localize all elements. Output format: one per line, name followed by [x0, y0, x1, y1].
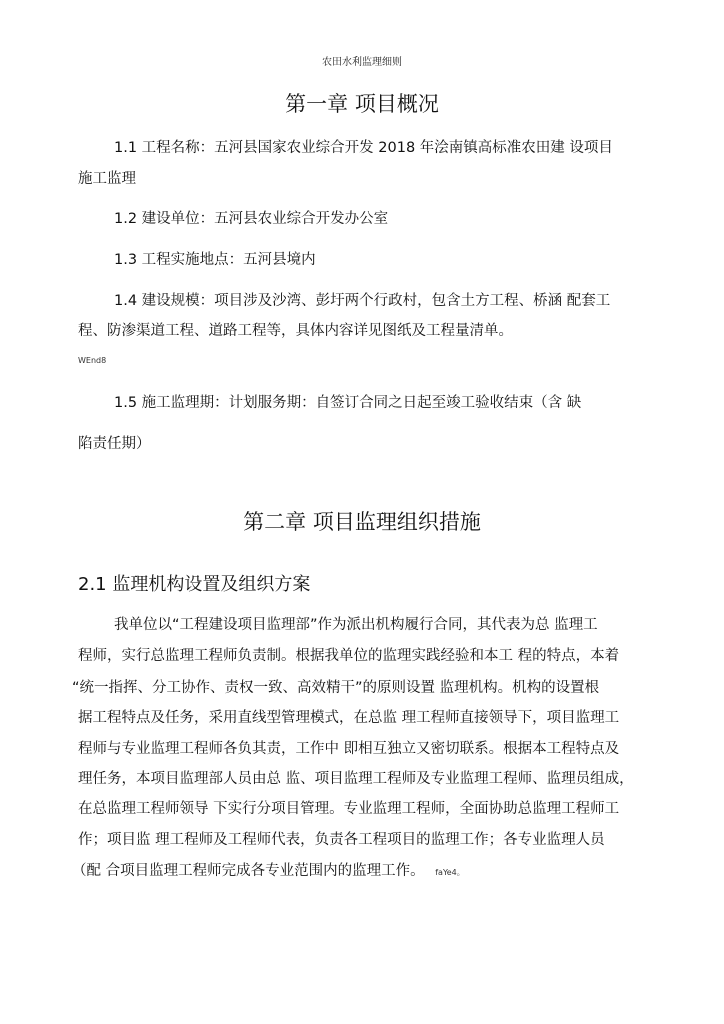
- paragraph-line: 程师，实行总监理工程师负责制。根据我单位的监理实践经验和本工 程的特点，本着: [78, 648, 620, 664]
- paragraph-line: 据工程特点及任务，采用直线型管理模式，在总监 理工程师直接领导下，项目监理工: [78, 710, 620, 726]
- paragraph-line: [72, 859, 465, 880]
- trailing-note: faYe4。: [435, 868, 465, 877]
- margin-note: WEnd8: [78, 356, 107, 365]
- item-1-1-line-1: 1.1 工程名称：五河县国家农业综合开发 2018 年浍南镇高标准农田建 设项目: [114, 140, 613, 156]
- paragraph-line: 作；项目监 理工程师及工程师代表，负责各工程项目的监理工作；各专业监理人员: [78, 832, 605, 848]
- chapter-1-title: 第一章 项目概况: [285, 92, 439, 116]
- paragraph-line: 在总监理工程师领导 下实行分项目管理。专业监理工程师，全面协助总监理工程师工: [78, 801, 620, 817]
- item-1-4-line-1: 1.4 建设规模：项目涉及沙湾、彭圩两个行政村，包含土方工程、桥涵 配套工: [114, 293, 611, 309]
- paragraph-line: “统一指挥、分工协作、责权一致、高效精干”的原则设置 监理机构。机构的设置根: [72, 680, 600, 696]
- item-1-5-line-1: 1.5 施工监理期：计划服务期：自签订合同之日起至竣工验收结束（含 缺: [114, 395, 582, 411]
- paragraph-line: 理任务，本项目监理部人员由总 监、项目监理工程师及专业监理工程师、监理员组成，: [78, 771, 634, 787]
- running-header: 农田水利监理细则: [322, 57, 402, 68]
- item-1-4-line-2: 程、防渗渠道工程、道路工程等，具体内容详见图纸及工程量清单。: [78, 323, 513, 339]
- item-1-1-line-2: 施工监理: [78, 171, 136, 187]
- paragraph-last-text: （配 合项目监理工程师完成各专业范围内的监理工作。: [72, 863, 425, 879]
- paragraph-line: 程师与专业监理工程师各负其责，工作中 即相互独立又密切联系。根据本工程特点及: [78, 741, 620, 757]
- section-2-1-title: 2.1 监理机构设置及组织方案: [78, 574, 311, 595]
- paragraph-line: 我单位以“工程建设项目监理部”作为派出机构履行合同，其代表为总 监理工: [114, 617, 598, 633]
- item-1-2: 1.2 建设单位：五河县农业综合开发办公室: [114, 211, 389, 227]
- item-1-5-line-2: 陷责任期）: [78, 436, 151, 452]
- item-1-3: 1.3 工程实施地点：五河县境内: [114, 252, 316, 268]
- chapter-2-title: 第二章 项目监理组织措施: [243, 510, 481, 534]
